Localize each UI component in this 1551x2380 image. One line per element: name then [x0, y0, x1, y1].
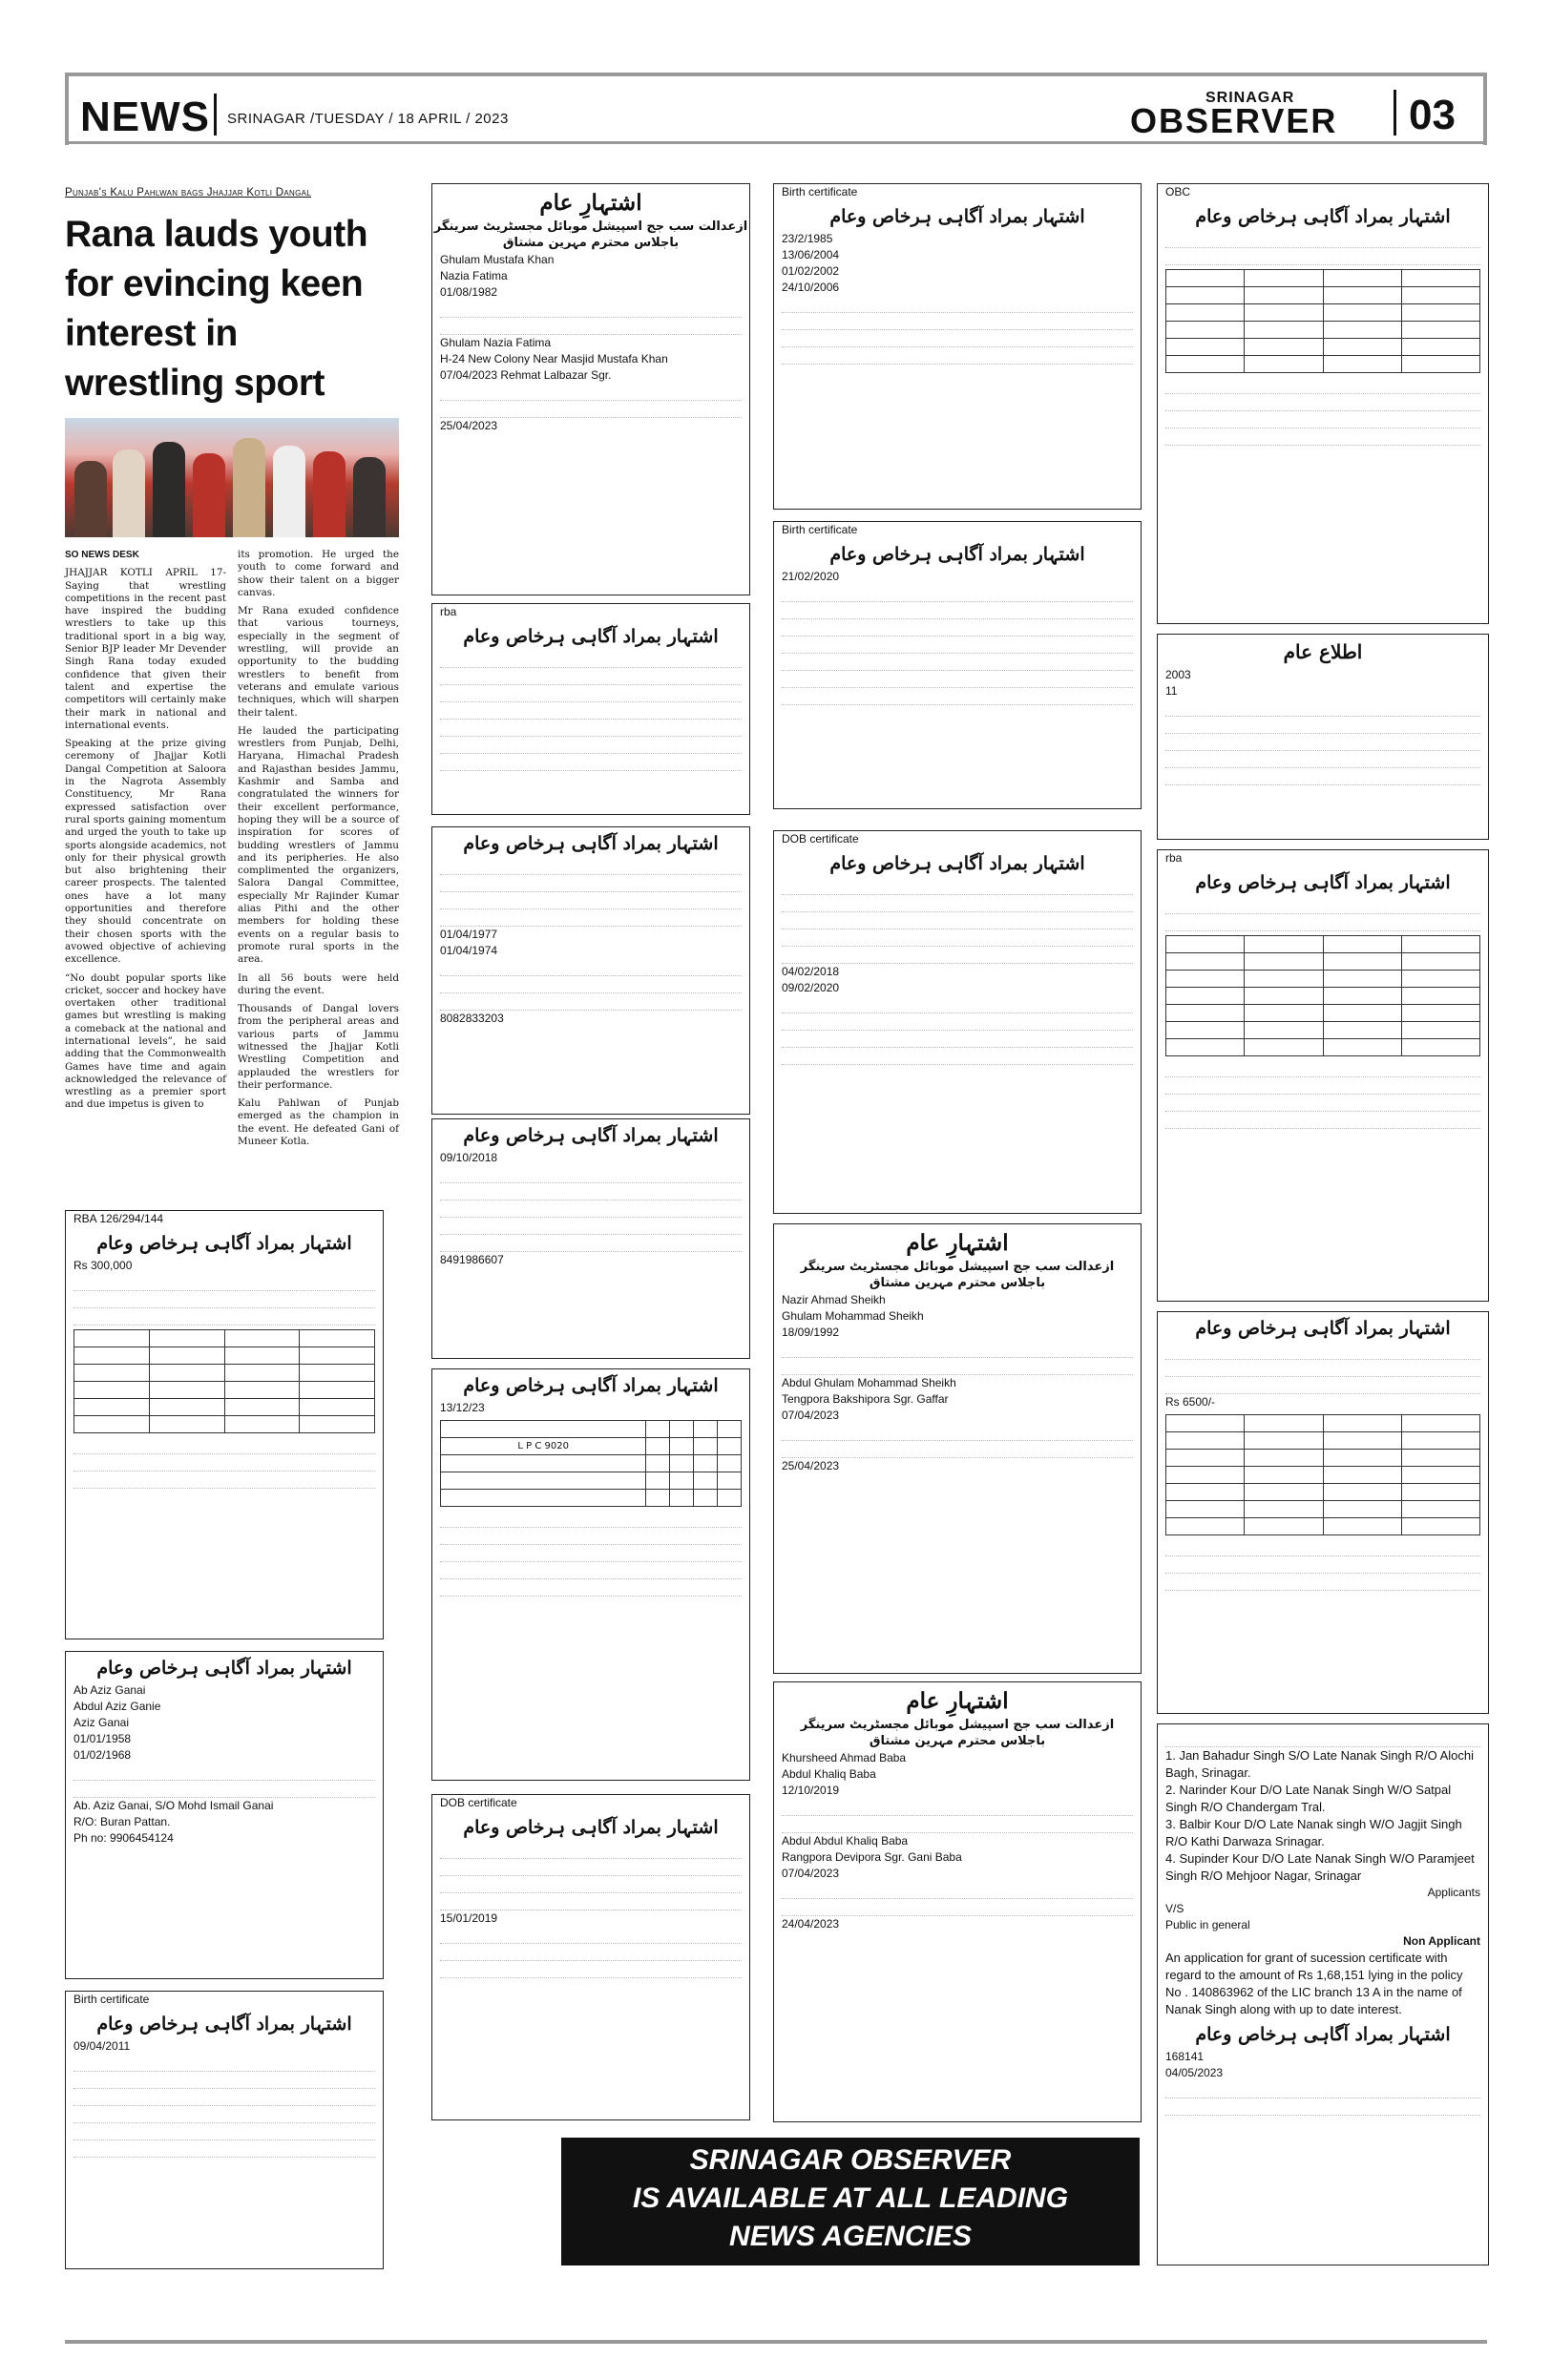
brand-name: OBSERVER	[1130, 101, 1338, 140]
notice-date: 01/04/1977	[440, 928, 498, 941]
notice-date: 25/04/2023	[782, 1459, 840, 1472]
notice-khas-6	[773, 183, 1142, 510]
notice-date: 01/04/1974	[440, 944, 498, 957]
notice-date: 21/02/2020	[782, 570, 840, 583]
applicant-name: Khursheed Ahmad Baba	[782, 1751, 907, 1764]
notice-date: 07/04/2023	[782, 1867, 840, 1880]
notice-table	[1165, 1414, 1480, 1535]
story-kicker: Punjab's Kalu Pahlwan bags Jhajjar Kotli Dangal	[65, 187, 312, 198]
notice-title: اشتہار بمراد آگاہی ہرخاص وعام	[463, 1375, 719, 1396]
notice-doc: DOB certificate	[782, 832, 859, 846]
notice-title: اشتہار بمراد آگاہی ہرخاص وعام	[1195, 206, 1451, 227]
notice-doc: DOB certificate	[440, 1796, 517, 1809]
applicant-name: Ghulam Mustafa Khan	[440, 253, 555, 266]
story-paragraph: “No doubt popular sports like cricket, soccer and hockey have overtaken other traditional games but wrestling is making a comeback at the national and international levels”, he said adding that the Commonwealth Games have time and again acknowledged the relevance of wrestling as a premier sport and due impetus is given to	[65, 971, 226, 1111]
rba-label: rba	[440, 605, 457, 618]
applicant-line: 4. Supinder Kour D/O Late Nanak Singh W/O Paramjeet Singh R/O Mehjoor Nagar, Srinagar	[1165, 1851, 1475, 1883]
notice-judge: باجلاس محترم مہرین مشتاق	[502, 236, 680, 250]
applicant-line: 1. Jan Bahadur Singh S/O Late Nanak Singh R/O Alochi Bagh, Srinagar.	[1165, 1748, 1475, 1780]
notice-judge: باجلاس محترم مہرین مشتاق	[869, 1276, 1046, 1290]
dateline: SRINAGAR /TUESDAY / 18 APRIL / 2023	[227, 111, 509, 127]
applicant-line: 3. Balbir Kour D/O Late Nanak singh W/O Jagjit Singh R/O Kathi Darwaza Srinagar.	[1165, 1817, 1462, 1848]
notice-khas-3	[431, 1118, 750, 1359]
header-bottom-rule	[65, 141, 1487, 144]
deceased-name: Ghulam Mohammad Sheikh	[782, 1309, 924, 1323]
notice-date: 01/02/1968	[73, 1748, 132, 1762]
notice-khas-5	[431, 1794, 750, 2120]
notice-table	[1165, 935, 1480, 1056]
notice-english-line: Tengpora Bakshipora Sgr. Gaffar	[782, 1392, 949, 1406]
notice-court-2	[773, 1223, 1142, 1674]
notice-phone: 8491986607	[440, 1253, 504, 1266]
notice-khas-12	[1157, 183, 1489, 624]
notice-title: اشتہار بمراد آگاہی ہرخاص وعام	[829, 544, 1085, 565]
brand-city: SRINAGAR	[1205, 90, 1295, 106]
notice-amount: 168141	[1165, 2050, 1205, 2063]
notice-date: 13/06/2004	[782, 248, 840, 261]
banner-line-2: IS AVAILABLE AT ALL LEADING	[632, 2182, 1069, 2214]
respondent-line: Public in general	[1165, 1918, 1250, 1931]
notice-phone: 8082833203	[440, 1012, 504, 1025]
notice-amount: Rs 6500/-	[1165, 1395, 1216, 1409]
other-name: Nazia Fatima	[440, 269, 508, 282]
notice-title: اشتہار بمراد آگاہی ہرخاص وعام	[96, 2014, 352, 2035]
notice-khas-2	[431, 826, 750, 1115]
notice-doc: Birth certificate	[73, 1993, 150, 2006]
rba-label: rba	[1165, 851, 1183, 865]
notice-english-line: 07/04/2023 Rehmat Lalbazar Sgr.	[440, 368, 612, 382]
notice-court: ازعدالت سب جج اسپیشل موبائل مجسٹریٹ سرینگر	[433, 219, 748, 234]
availability-banner	[561, 2138, 1140, 2265]
notice-years: 2003	[1165, 668, 1191, 681]
notice-court-3	[773, 1681, 1142, 2122]
notice-name: Ab Aziz Ganai	[73, 1683, 146, 1697]
notice-english-line: Rangpora Devipora Sgr. Gani Baba	[782, 1850, 962, 1864]
notice-date: 13/12/23	[440, 1401, 485, 1414]
notice-court: ازعدالت سب جج اسپیشل موبائل مجسٹریٹ سرینگر	[800, 1260, 1115, 1274]
applicants-label: Applicants	[1427, 1886, 1480, 1899]
notice-khas-13	[1157, 849, 1489, 1302]
table-cell: L P C 9020	[441, 1438, 646, 1455]
notice-title: اشتہارِ عام	[906, 1230, 1009, 1256]
notice-title: اشتہار بمراد آگاہی ہرخاص وعام	[463, 1817, 719, 1838]
header-top-rule	[65, 73, 1487, 76]
deceased-name: Abdul Khaliq Baba	[782, 1767, 876, 1781]
notice-english-line: Ab. Aziz Ganai, S/O Mohd Ismail Ganai	[73, 1799, 274, 1812]
notice-date: 09/02/2020	[782, 981, 840, 994]
notice-english-line: Ghulam Nazia Fatima	[440, 336, 552, 349]
notice-table	[1165, 269, 1480, 373]
notice-age: 11	[1165, 684, 1178, 698]
notice-title: اشتہار بمراد آگاہی ہرخاص وعام	[463, 626, 719, 647]
notice-khas-1	[431, 603, 750, 815]
notice-title: اشتہار بمراد آگاہی ہرخاص وعام	[1195, 872, 1451, 893]
notice-date: 23/2/1985	[782, 232, 833, 245]
notice-succession	[1157, 1723, 1489, 2265]
notice-doc: Birth certificate	[782, 523, 858, 536]
notice-english-line: Abdul Abdul Khaliq Baba	[782, 1834, 909, 1848]
versus-label: V/S	[1165, 1902, 1184, 1915]
story-column-2	[238, 549, 399, 1154]
notice-title: اشتہار بمراد آگاہی ہرخاص وعام	[96, 1233, 352, 1254]
header-left-tick	[65, 73, 69, 145]
notice-date: 01/01/1958	[73, 1732, 132, 1745]
story-paragraph: Speaking at the prize giving ceremony of Jhajjar Kotli Dangal Competition at Saloora in the Nagrota Assembly Constituency, Mr Rana expressed satisfaction over rural sports gaining momentum and urged the youth to take up sports alongside academics, not only for their physical growth but also brightening their career prospects. The talented ones have a lot many opportunities and therefore they should concentrate on their chosen sports with the avowed objective of achieving excellence.	[65, 738, 226, 966]
notice-title: اشتہار بمراد آگاہی ہرخاص وعام	[829, 853, 1085, 874]
notice-name: Aziz Ganai	[73, 1716, 130, 1729]
notice-table	[440, 1420, 742, 1507]
notice-name: Abdul Aziz Ganie	[73, 1700, 161, 1713]
notice-doc: Birth certificate	[782, 185, 858, 198]
story-column-1	[65, 549, 226, 1154]
story-paragraph: Kalu Pahlwan of Punjab emerged as the champion in the event. He defeated Gani of Muneer Kotla.	[238, 1097, 399, 1148]
header-separator	[214, 94, 217, 136]
notice-date: 09/10/2018	[440, 1151, 498, 1164]
notice-khas-4	[431, 1368, 750, 1781]
notice-title: اشتہار بمراد آگاہی ہرخاص وعام	[96, 1658, 352, 1679]
header-right-tick	[1483, 73, 1487, 145]
notice-date: 25/04/2023	[440, 419, 498, 432]
notice-title: اشتہار بمراد آگاہی ہرخاص وعام	[829, 206, 1085, 227]
notice-title: اشتہار بمراد آگاہی ہرخاص وعام	[1195, 1318, 1451, 1339]
notice-khas-9	[65, 1210, 384, 1639]
notice-title: اشتہارِ عام	[906, 1688, 1009, 1714]
notice-english-line: Abdul Ghulam Mohammad Sheikh	[782, 1376, 956, 1389]
lead-story	[65, 187, 399, 1154]
notice-date: 09/04/2011	[73, 2039, 131, 2053]
story-paragraph: Mr Rana exuded confidence that various tourneys, especially in the segment of wrestling, will provide an opportunity to the budding wrestlers to benefit from veterans and emulate various techniques, which will sharpen their talent.	[238, 605, 399, 719]
story-paragraph: Thousands of Dangal lovers from the peripheral areas and various parts of Jammu witnessed the Jhajjar Kotli Wrestling Competition and applauded the wrestlers for their performance.	[238, 1003, 399, 1091]
non-applicant-label: Non Applicant	[1403, 1934, 1480, 1948]
notice-date: 18/09/1992	[782, 1326, 840, 1339]
story-paragraph: its promotion. He urged the youth to come forward and show their talent on a bigger canvas.	[238, 549, 399, 598]
notice-court: ازعدالت سب جج اسپیشل موبائل مجسٹریٹ سرینگر	[800, 1718, 1115, 1732]
notice-date: 04/05/2023	[1165, 2066, 1224, 2079]
notice-khas-14	[1157, 1311, 1489, 1714]
footer-rule	[65, 2340, 1487, 2344]
applicant-name: Nazir Ahmad Sheikh	[782, 1293, 886, 1306]
banner-line-1: SRINAGAR OBSERVER	[689, 2144, 1012, 2176]
story-photo	[65, 418, 399, 537]
notice-court-1	[431, 183, 750, 595]
story-byline: SO NEWS DESK	[65, 550, 139, 560]
notice-judge: باجلاس محترم مہرین مشتاق	[869, 1734, 1046, 1748]
notice-english-line: Ph no: 9906454124	[73, 1831, 174, 1845]
notice-amount: Rs 300,000	[73, 1259, 133, 1272]
notice-khas-7	[773, 521, 1142, 809]
notice-date: 15/01/2019	[440, 1911, 498, 1925]
notice-ref: RBA 126/294/144	[73, 1212, 164, 1225]
notice-english-line: H-24 New Colony Near Masjid Mustafa Khan	[440, 352, 668, 365]
notice-khas-8	[773, 830, 1142, 1214]
notice-title: اشتہار بمراد آگاہی ہرخاص وعام	[1195, 2024, 1451, 2045]
banner-line-3: NEWS AGENCIES	[729, 2221, 972, 2252]
notice-english-line: R/O: Buran Pattan.	[73, 1815, 171, 1828]
notice-title: اشتہار بمراد آگاہی ہرخاص وعام	[463, 833, 719, 854]
notice-title: اشتہار بمراد آگاہی ہرخاص وعام	[463, 1125, 719, 1146]
notice-khas-11	[65, 1991, 384, 2269]
notice-date: 12/10/2019	[782, 1784, 840, 1797]
notice-date: 01/02/2002	[782, 264, 840, 278]
section-label: NEWS	[80, 94, 210, 140]
notice-date: 07/04/2023	[782, 1409, 840, 1422]
notice-date: 01/08/1982	[440, 285, 498, 299]
notice-table	[73, 1329, 375, 1433]
story-paragraph: In all 56 bouts were held during the event.	[238, 971, 399, 996]
notice-obc: OBC	[1165, 185, 1191, 198]
applicant-line: 2. Narinder Kour D/O Late Nanak Singh W/O Satpal Singh R/O Chandergam Tral.	[1165, 1783, 1452, 1814]
notice-date: 04/02/2018	[782, 965, 840, 978]
succession-body: An application for grant of sucession certificate with regard to the amount of Rs 1,68,151 lying in the policy No . 140863962 of the LIC branch 13 A in the name of Nanak Singh along with up to date interest.	[1165, 1951, 1463, 2016]
notice-itlaa	[1157, 634, 1489, 840]
story-paragraph: JHAJJAR KOTLI APRIL 17- Saying that wrestling competitions in the recent past have inspired the budding wrestlers to take up this traditional sport in a big way, Senior BJP leader Mr Devender Singh Rana today exuded confidence that given their talent and expertise the competitors will certainly make their mark in national and international events.	[65, 567, 226, 731]
notice-date: 24/10/2006	[782, 281, 840, 294]
notice-date: 24/04/2023	[782, 1917, 840, 1931]
notice-title: اشتہارِ عام	[539, 190, 642, 216]
notice-title: اطلاع عام	[1283, 640, 1363, 663]
story-paragraph: He lauded the participating wrestlers from Punjab, Delhi, Haryana, Himachal Pradesh and Rajasthan besides Jammu, Kashmir and Samba and congratulated the winners for their excellent performance, hoping they will be a source of inspiration for scores of budding wrestlers of Jammu and its peripheries. He also complimented the organizers, Salora Dangal Committee, especially Mr Rajinder Kumar alias Pithi and the other members for holding these events on a regular basis to promote rural sports in the area.	[238, 724, 399, 966]
brand-separator	[1394, 90, 1396, 136]
notice-khas-10	[65, 1651, 384, 1979]
page-number: 03	[1409, 92, 1456, 138]
story-headline: Rana lauds youth for evincing keen interest in wrestling sport	[65, 214, 368, 404]
